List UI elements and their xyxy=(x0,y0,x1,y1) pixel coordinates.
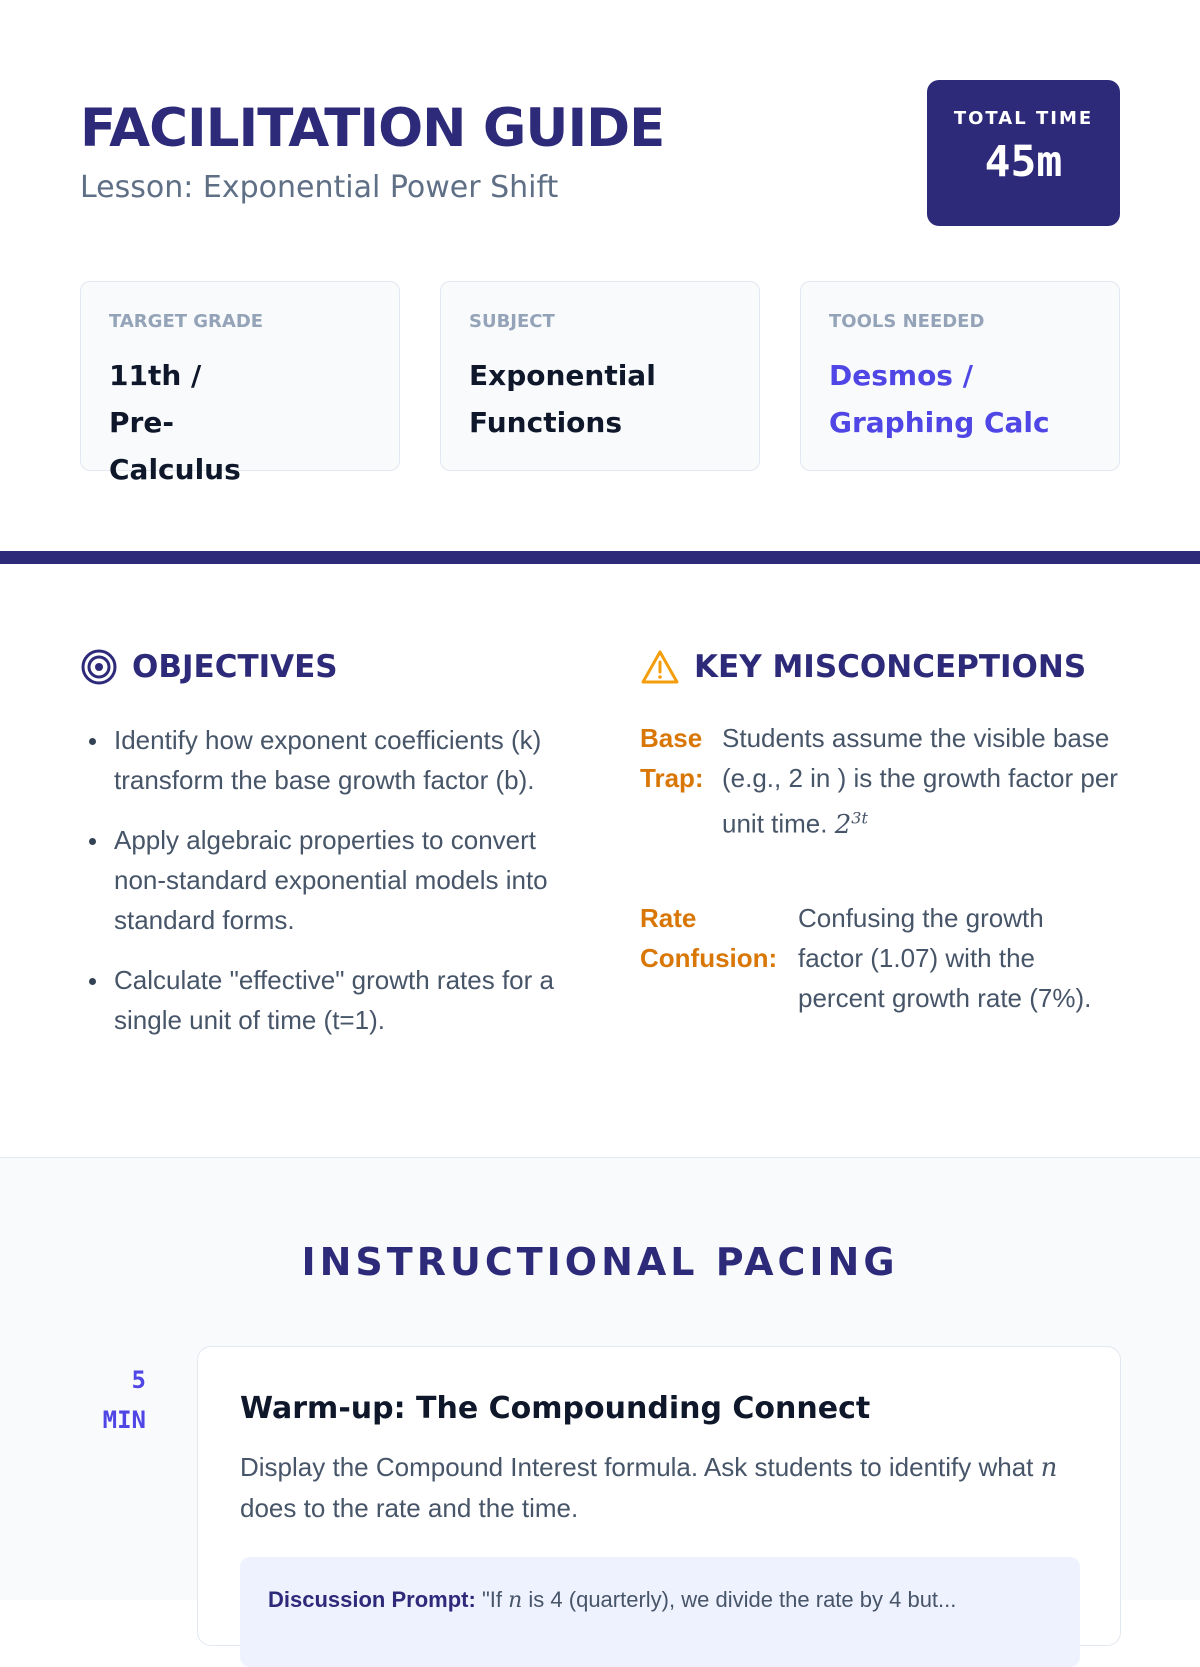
misconceptions-heading xyxy=(640,648,1086,686)
math-variable: n xyxy=(508,1588,523,1613)
objectives-heading xyxy=(80,648,338,686)
info-card-label: TARGET GRADE xyxy=(109,311,264,332)
objectives-list xyxy=(82,720,562,1060)
info-card-target-grade xyxy=(80,281,400,486)
step-duration-value: 5 xyxy=(131,1366,146,1394)
misconception-term: Base Trap: xyxy=(640,723,704,793)
total-time-label: TOTAL TIME xyxy=(953,108,1094,129)
info-card-label: SUBJECT xyxy=(469,311,555,332)
step-text: does to the rate and the time. xyxy=(240,1493,579,1523)
pacing-heading: INSTRUCTIONAL PACING xyxy=(301,1240,899,1284)
total-time-value: 45m xyxy=(984,137,1063,187)
target-icon xyxy=(80,648,118,686)
misconception-text: Confusing the growth factor (1.07) with the percent growth rate (7%). xyxy=(798,903,1092,1013)
misconception-term: Rate Confusion: xyxy=(640,903,778,973)
prompt-text: is 4 (quarterly), we divide the rate by 4 but... xyxy=(528,1587,957,1612)
step-duration xyxy=(80,1360,146,1440)
info-cards xyxy=(80,281,1120,486)
info-card-subject xyxy=(440,281,760,471)
step-duration-unit: MIN xyxy=(102,1406,146,1434)
info-card-value: Desmos / Graphing Calc xyxy=(829,359,1050,439)
step-text: Display the Compound Interest formula. Ask students to identify what xyxy=(240,1452,1034,1482)
page-title: FACILITATION GUIDE xyxy=(80,98,665,159)
math-expression: $2^{3t}$ xyxy=(834,808,868,840)
section-divider xyxy=(0,551,1200,564)
list-item: Calculate "effective" growth rates for a single unit of time (t=1). xyxy=(82,960,562,1040)
info-card-tools xyxy=(800,281,1120,471)
lesson-subtitle: Lesson: Exponential Power Shift xyxy=(80,170,559,205)
objectives-title: OBJECTIVES xyxy=(132,649,338,685)
misconceptions-title: KEY MISCONCEPTIONS xyxy=(694,649,1087,685)
step-description xyxy=(240,1447,1080,1528)
info-card-label: TOOLS NEEDED xyxy=(829,311,985,332)
warning-triangle-icon xyxy=(640,648,680,686)
info-card-value: Exponential Functions xyxy=(469,359,656,439)
header xyxy=(80,80,1120,230)
math-variable: n xyxy=(1040,1453,1058,1483)
pacing-step-card xyxy=(197,1346,1121,1646)
info-card-value: 11th / Pre-Calculus xyxy=(109,359,241,486)
list-item: Identify how exponent coefficients (k) transform the base growth factor (b). xyxy=(82,720,562,800)
misconception-item-base-trap xyxy=(640,718,1130,878)
misconception-item-rate-confusion xyxy=(640,898,1130,1058)
prompt-text: "If xyxy=(481,1587,502,1612)
step-title: Warm-up: The Compounding Connect xyxy=(240,1391,871,1426)
discussion-prompt xyxy=(240,1557,1080,1667)
misconception-text: Students assume the visible base (e.g., 2 in ) is the growth factor per unit time. xyxy=(722,723,1118,839)
prompt-label: Discussion Prompt: xyxy=(268,1587,476,1612)
list-item: Apply algebraic properties to convert non-standard exponential models into standard forms. xyxy=(82,820,562,940)
total-time-badge xyxy=(927,80,1120,226)
